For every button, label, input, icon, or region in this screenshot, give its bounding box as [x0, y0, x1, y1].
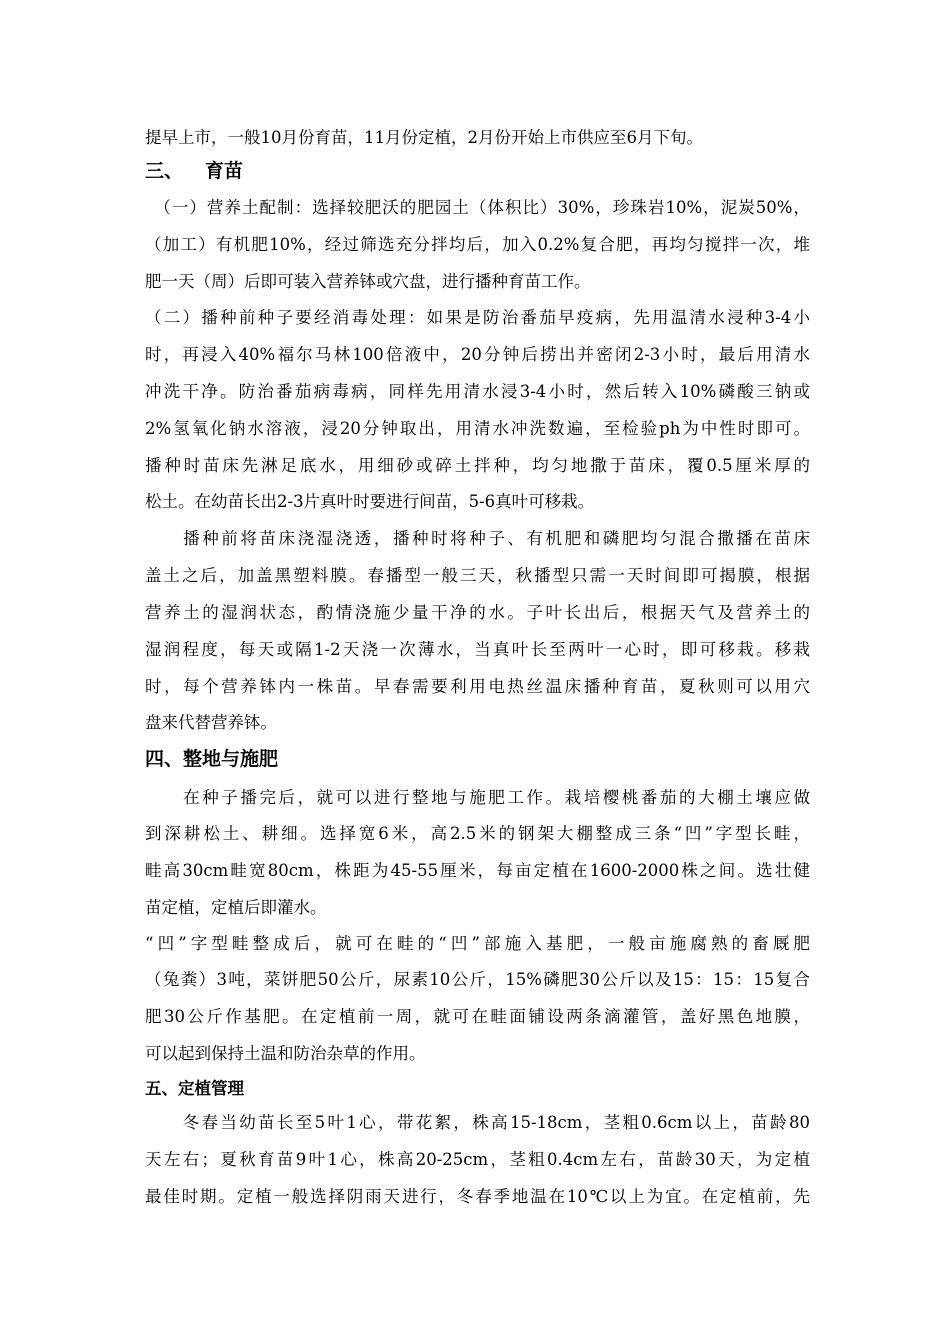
paragraph-line: 畦高30cm畦宽80cm，株距为45-55厘米，每亩定植在1600-2000株之间。选壮健 — [145, 861, 810, 880]
paragraph-line: 肥一天（周）后即可装入营养钵或穴盘，进行播种育苗工作。 — [145, 272, 591, 291]
paragraph-line: 营养土的湿润状态，酌情浇施少量干净的水。子叶长出后，根据天气及营养土的 — [145, 603, 810, 622]
section-number: 三、 — [145, 160, 184, 182]
paragraph-line: （兔粪）3吨，菜饼肥50公斤，尿素10公斤，15%磷肥30公斤以及15：15：15复合 — [145, 970, 810, 989]
paragraph-line: 冲洗干净。防治番茄病毒病，同样先用清水浸3-4小时，然后转入10%磷酸三钠或 — [145, 382, 810, 401]
paragraph-line: （一）营养土配制：选择较肥沃的肥园土（体积比）30%，珍珠岩10%，泥炭50%， — [145, 198, 810, 217]
paragraph-line: “凹”字型畦整成后，就可在畦的“凹”部施入基肥，一般亩施腐熟的畜厩肥 — [145, 934, 810, 953]
paragraph-line: 时，再浸入40%福尔马林100倍液中，20分钟后捞出并密闭2-3小时，最后用清水 — [145, 345, 810, 364]
paragraph-line: 最佳时期。定植一般选择阴雨天进行，冬春季地温在10℃以上为宜。在定植前，先 — [145, 1187, 810, 1206]
paragraph-line: 提早上市，一般10月份育苗，11月份定植，2月份开始上市供应至6月下旬。 — [145, 128, 703, 147]
paragraph-line: 到深耕松土、耕细。选择宽6米，高2.5米的钢架大棚整成三条“凹”字型长畦， — [145, 824, 810, 843]
paragraph-line: 天左右；夏秋育苗9叶1心，株高20-25cm，茎粗0.4cm左右，苗龄30天，为定植 — [145, 1150, 810, 1169]
paragraph-line: 松土。在幼苗长出2-3片真叶时要进行间苗，5-6真叶可移栽。 — [145, 492, 595, 511]
paragraph-line: 盘来代替营养钵。 — [145, 713, 277, 732]
paragraph-line: （二）播种前种子要经消毒处理：如果是防治番茄早疫病，先用温清水浸种3-4小 — [145, 308, 810, 327]
section-title: 育苗 — [205, 160, 244, 182]
paragraph-line: 在种子播完后，就可以进行整地与施肥工作。栽培樱桃番茄的大棚土壤应做 — [145, 788, 810, 807]
paragraph-line: 时，每个营养钵内一株苗。早春需要利用电热丝温床播种育苗，夏秋则可以用穴 — [145, 677, 810, 696]
paragraph-line: 播种时苗床先淋足底水，用细砂或碎土拌种，均匀地撒于苗床，覆0.5厘米厚的 — [145, 456, 810, 475]
paragraph-line: 播种前将苗床浇湿浇透，播种时将种子、有机肥和磷肥均匀混合撒播在苗床 — [145, 529, 810, 548]
section-heading-seedling — [145, 158, 243, 184]
paragraph-line: 苗定植，定植后即灌水。 — [145, 898, 327, 917]
section-heading-planting-management: 五、定植管理 — [145, 1079, 244, 1098]
paragraph-line: 可以起到保持土温和防治杂草的作用。 — [145, 1044, 426, 1063]
paragraph-line: 盖土之后，加盖黑塑料膜。春播型一般三天，秋播型只需一天时间即可揭膜，根据 — [145, 566, 810, 585]
paragraph-line: 湿润程度，每天或隔1-2天浇一次薄水，当真叶长至两叶一心时，即可移栽。移栽 — [145, 640, 810, 659]
paragraph-line: 冬春当幼苗长至5叶1心，带花絮，株高15-18cm，茎粗0.6cm以上，苗龄80 — [145, 1113, 810, 1132]
paragraph-line: 2%氢氧化钠水溶液，浸20分钟取出，用清水冲洗数遍，至检验ph为中性时即可。 — [145, 419, 810, 438]
paragraph-line: 肥30公斤作基肥。在定植前一周，就可在畦面铺设两条滴灌管，盖好黑色地膜， — [145, 1007, 810, 1026]
section-heading-soil-fertilizer: 四、整地与施肥 — [145, 748, 279, 770]
paragraph-line: （加工）有机肥10%，经过筛选充分拌均后，加入0.2%复合肥，再均匀搅拌一次，堆 — [145, 235, 810, 254]
